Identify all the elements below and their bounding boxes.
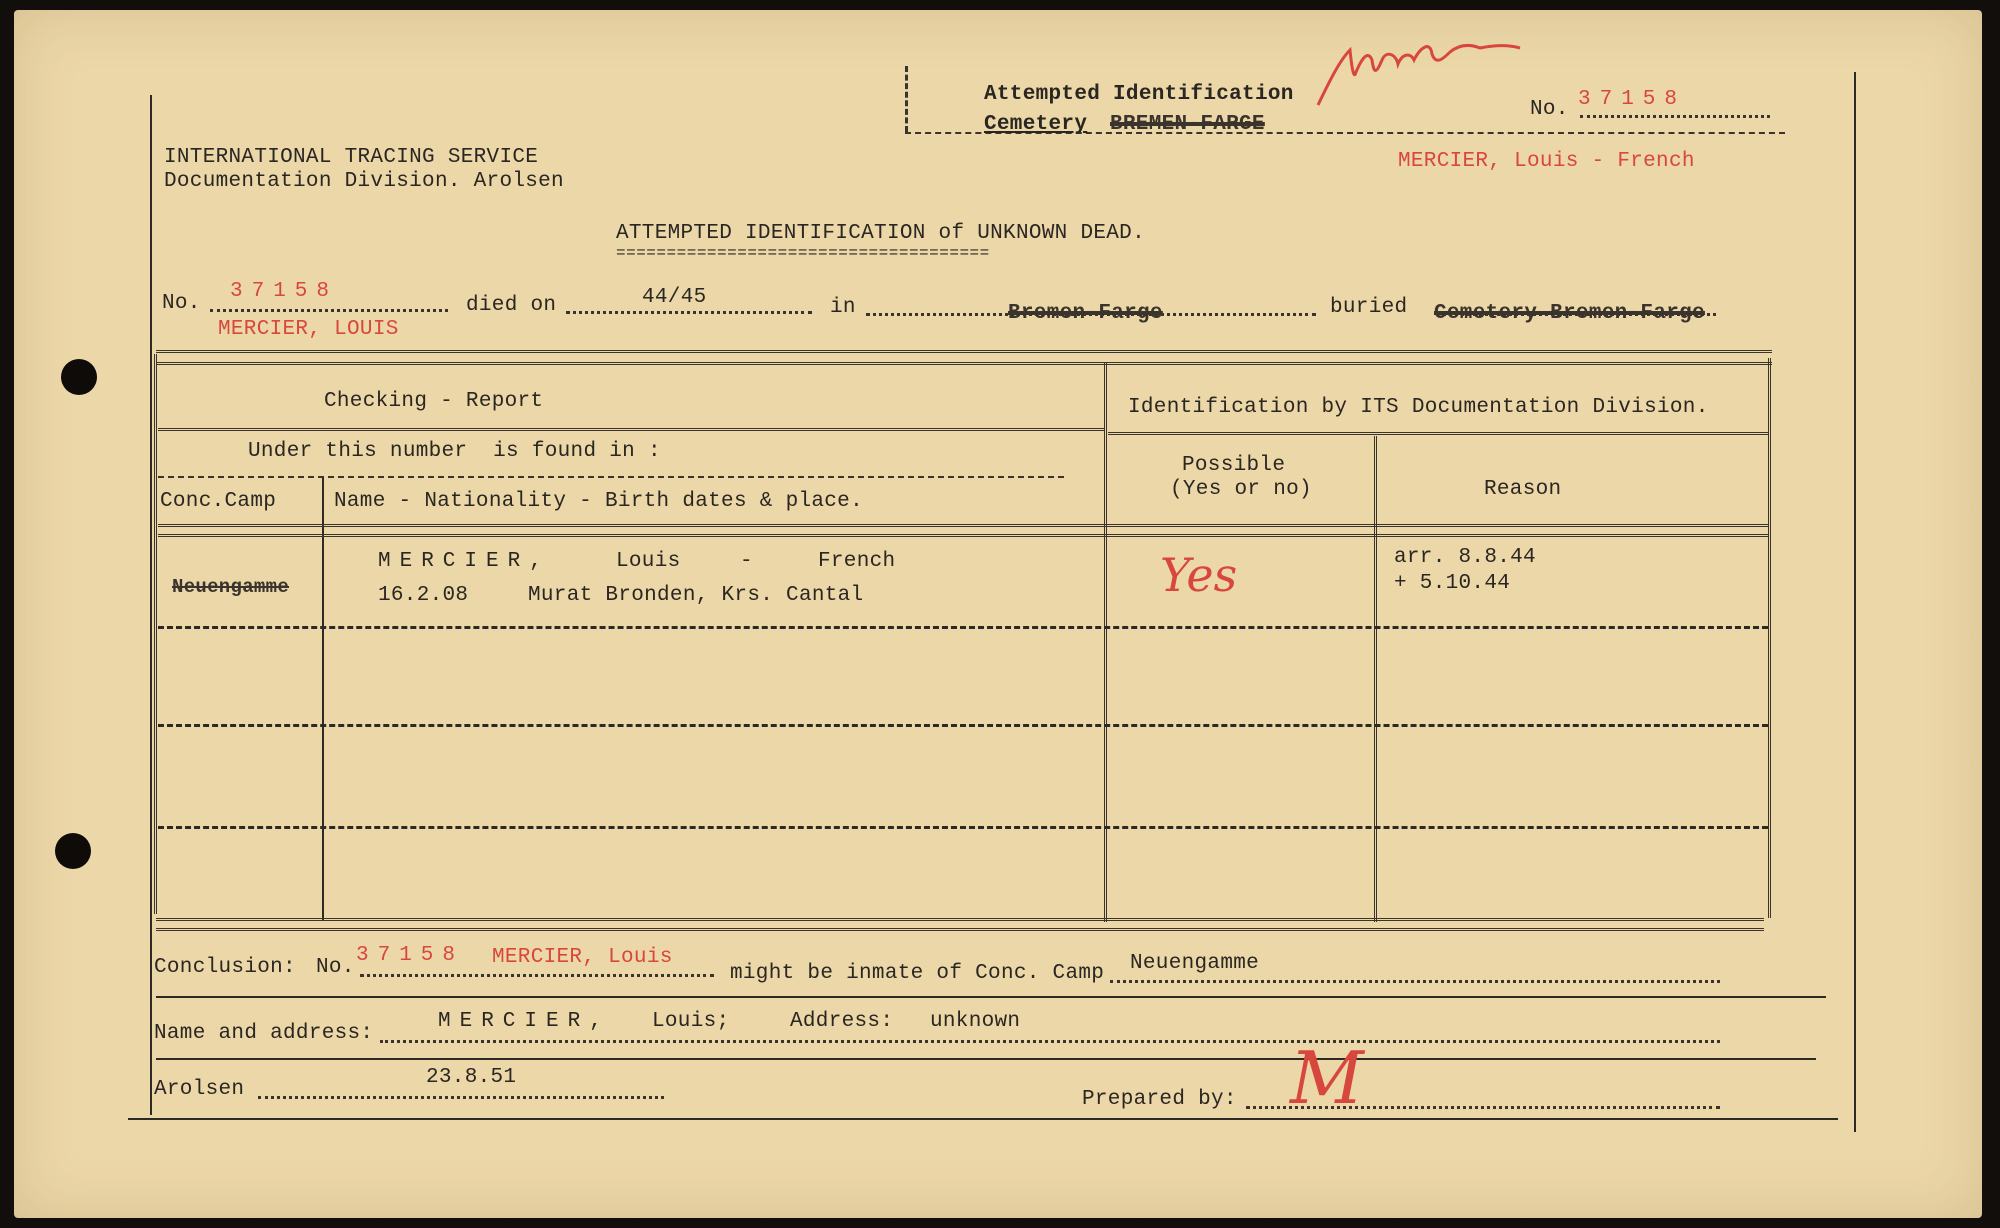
identification-header: Identification by ITS Documentation Division.: [1128, 396, 1709, 419]
punch-hole-top: [61, 359, 97, 395]
name-address-rule: [156, 1058, 1816, 1060]
name-address-dots: [380, 1040, 1720, 1043]
conclusion-might-be: might be inmate of Conc. Camp: [730, 962, 1105, 985]
col-header-possible-1: Possible: [1182, 454, 1286, 477]
right-border: [1854, 72, 1856, 1132]
died-on-value: 44/45: [642, 286, 707, 309]
conclusion-camp: Neuengamme: [1130, 952, 1260, 975]
prepared-by-initials: M: [1290, 1036, 1364, 1120]
top-no-value: 37158: [1578, 88, 1687, 111]
top-no-dots: [1580, 115, 1770, 118]
col-header-reason: Reason: [1484, 478, 1562, 501]
under-number-text: Under this number is found in :: [248, 440, 661, 463]
footer-place: Arolsen: [154, 1078, 245, 1101]
document-title: ATTEMPTED IDENTIFICATION of UNKNOWN DEAD.: [616, 222, 1145, 245]
table-top-rule: [156, 350, 1772, 353]
row-possible-value: Yes: [1160, 548, 1238, 602]
died-on-dots: [566, 311, 812, 314]
left-border: [150, 95, 152, 1115]
handwritten-made-mark: [1310, 30, 1530, 110]
buried-label: buried: [1330, 296, 1408, 319]
prepared-by-label: Prepared by:: [1082, 1088, 1237, 1111]
header-bottom-rule: [158, 524, 1768, 527]
conclusion-label: Conclusion:: [154, 956, 296, 979]
header-bottom-rule-2: [158, 534, 1768, 537]
checking-underline: [158, 428, 1104, 431]
row-camp: Neuengamme: [172, 576, 290, 598]
row-dash: -: [740, 550, 753, 573]
table-bottom-rule: [156, 918, 1764, 921]
table-camp-rule: [322, 476, 324, 920]
address-value: unknown: [930, 1010, 1021, 1033]
cemetery-label: Cemetery: [984, 113, 1088, 136]
row-reason-1: arr. 8.8.44: [1394, 546, 1536, 569]
conclusion-name: MERCIER, Louis: [492, 946, 673, 969]
row1-bottom: [158, 626, 1768, 629]
row-birth-date: 16.2.08: [378, 584, 469, 607]
punch-hole-bottom: [55, 833, 91, 869]
conclusion-rule: [156, 996, 1826, 998]
row2-bottom: [158, 724, 1768, 727]
conclusion-no-dots: [360, 974, 714, 977]
col-header-camp: Conc.Camp: [160, 490, 277, 513]
table-top-rule-2: [156, 362, 1772, 365]
buried-value: Cemetery Bremen-Farge: [1434, 302, 1705, 325]
conclusion-no-label: No.: [316, 956, 355, 979]
table-bottom-rule-2: [156, 928, 1764, 931]
attempted-identification-label: Attempted Identification: [984, 83, 1294, 106]
conclusion-no-value: 37158: [356, 944, 465, 967]
row-firstname: Louis: [616, 550, 681, 573]
record-no-value: 37158: [230, 280, 339, 303]
header-person-name: MERCIER, Louis - French: [1398, 150, 1695, 173]
identification-underline: [1108, 432, 1768, 435]
in-value: Bremen-Farge: [1008, 302, 1163, 325]
row-reason-2: + 5.10.44: [1394, 572, 1511, 595]
died-on-label: died on: [466, 294, 557, 317]
table-left-rule: [154, 354, 157, 914]
org-name: INTERNATIONAL TRACING SERVICE: [164, 146, 539, 169]
record-no-label: No.: [162, 292, 201, 315]
table-mid-rule: [1104, 362, 1107, 922]
document-title-underline: =====================================: [616, 244, 990, 262]
record-name: MERCIER, LOUIS: [218, 318, 399, 341]
name-address-label: Name and address:: [154, 1022, 374, 1045]
table-right-rule: [1768, 358, 1771, 918]
footer-date: 23.8.51: [426, 1066, 517, 1089]
address-label: Address:: [790, 1010, 894, 1033]
table-reason-rule: [1374, 436, 1377, 922]
col-header-possible-2: (Yes or no): [1170, 478, 1312, 501]
top-no-label: No.: [1530, 98, 1569, 121]
row-birth-place: Murat Bronden, Krs. Cantal: [528, 584, 864, 607]
footer-date-dots: [258, 1096, 664, 1099]
conclusion-camp-dots: [1110, 980, 1720, 983]
record-no-dots: [210, 309, 448, 312]
under-number-underline: [158, 476, 1064, 478]
in-label: in: [830, 296, 856, 319]
checking-report-header: Checking - Report: [324, 390, 544, 413]
org-division: Documentation Division. Arolsen: [164, 170, 564, 193]
name-address-surname: MERCIER,: [438, 1010, 611, 1033]
bottom-border: [128, 1118, 1838, 1120]
cemetery-value: BREMEN-FARGE: [1110, 113, 1265, 136]
row-surname: MERCIER,: [378, 550, 551, 573]
col-header-name: Name - Nationality - Birth dates & place.: [334, 490, 863, 513]
name-address-firstname: Louis;: [652, 1010, 730, 1033]
row-nationality: French: [818, 550, 896, 573]
row3-bottom: [158, 826, 1768, 829]
top-box-left: [905, 66, 908, 132]
